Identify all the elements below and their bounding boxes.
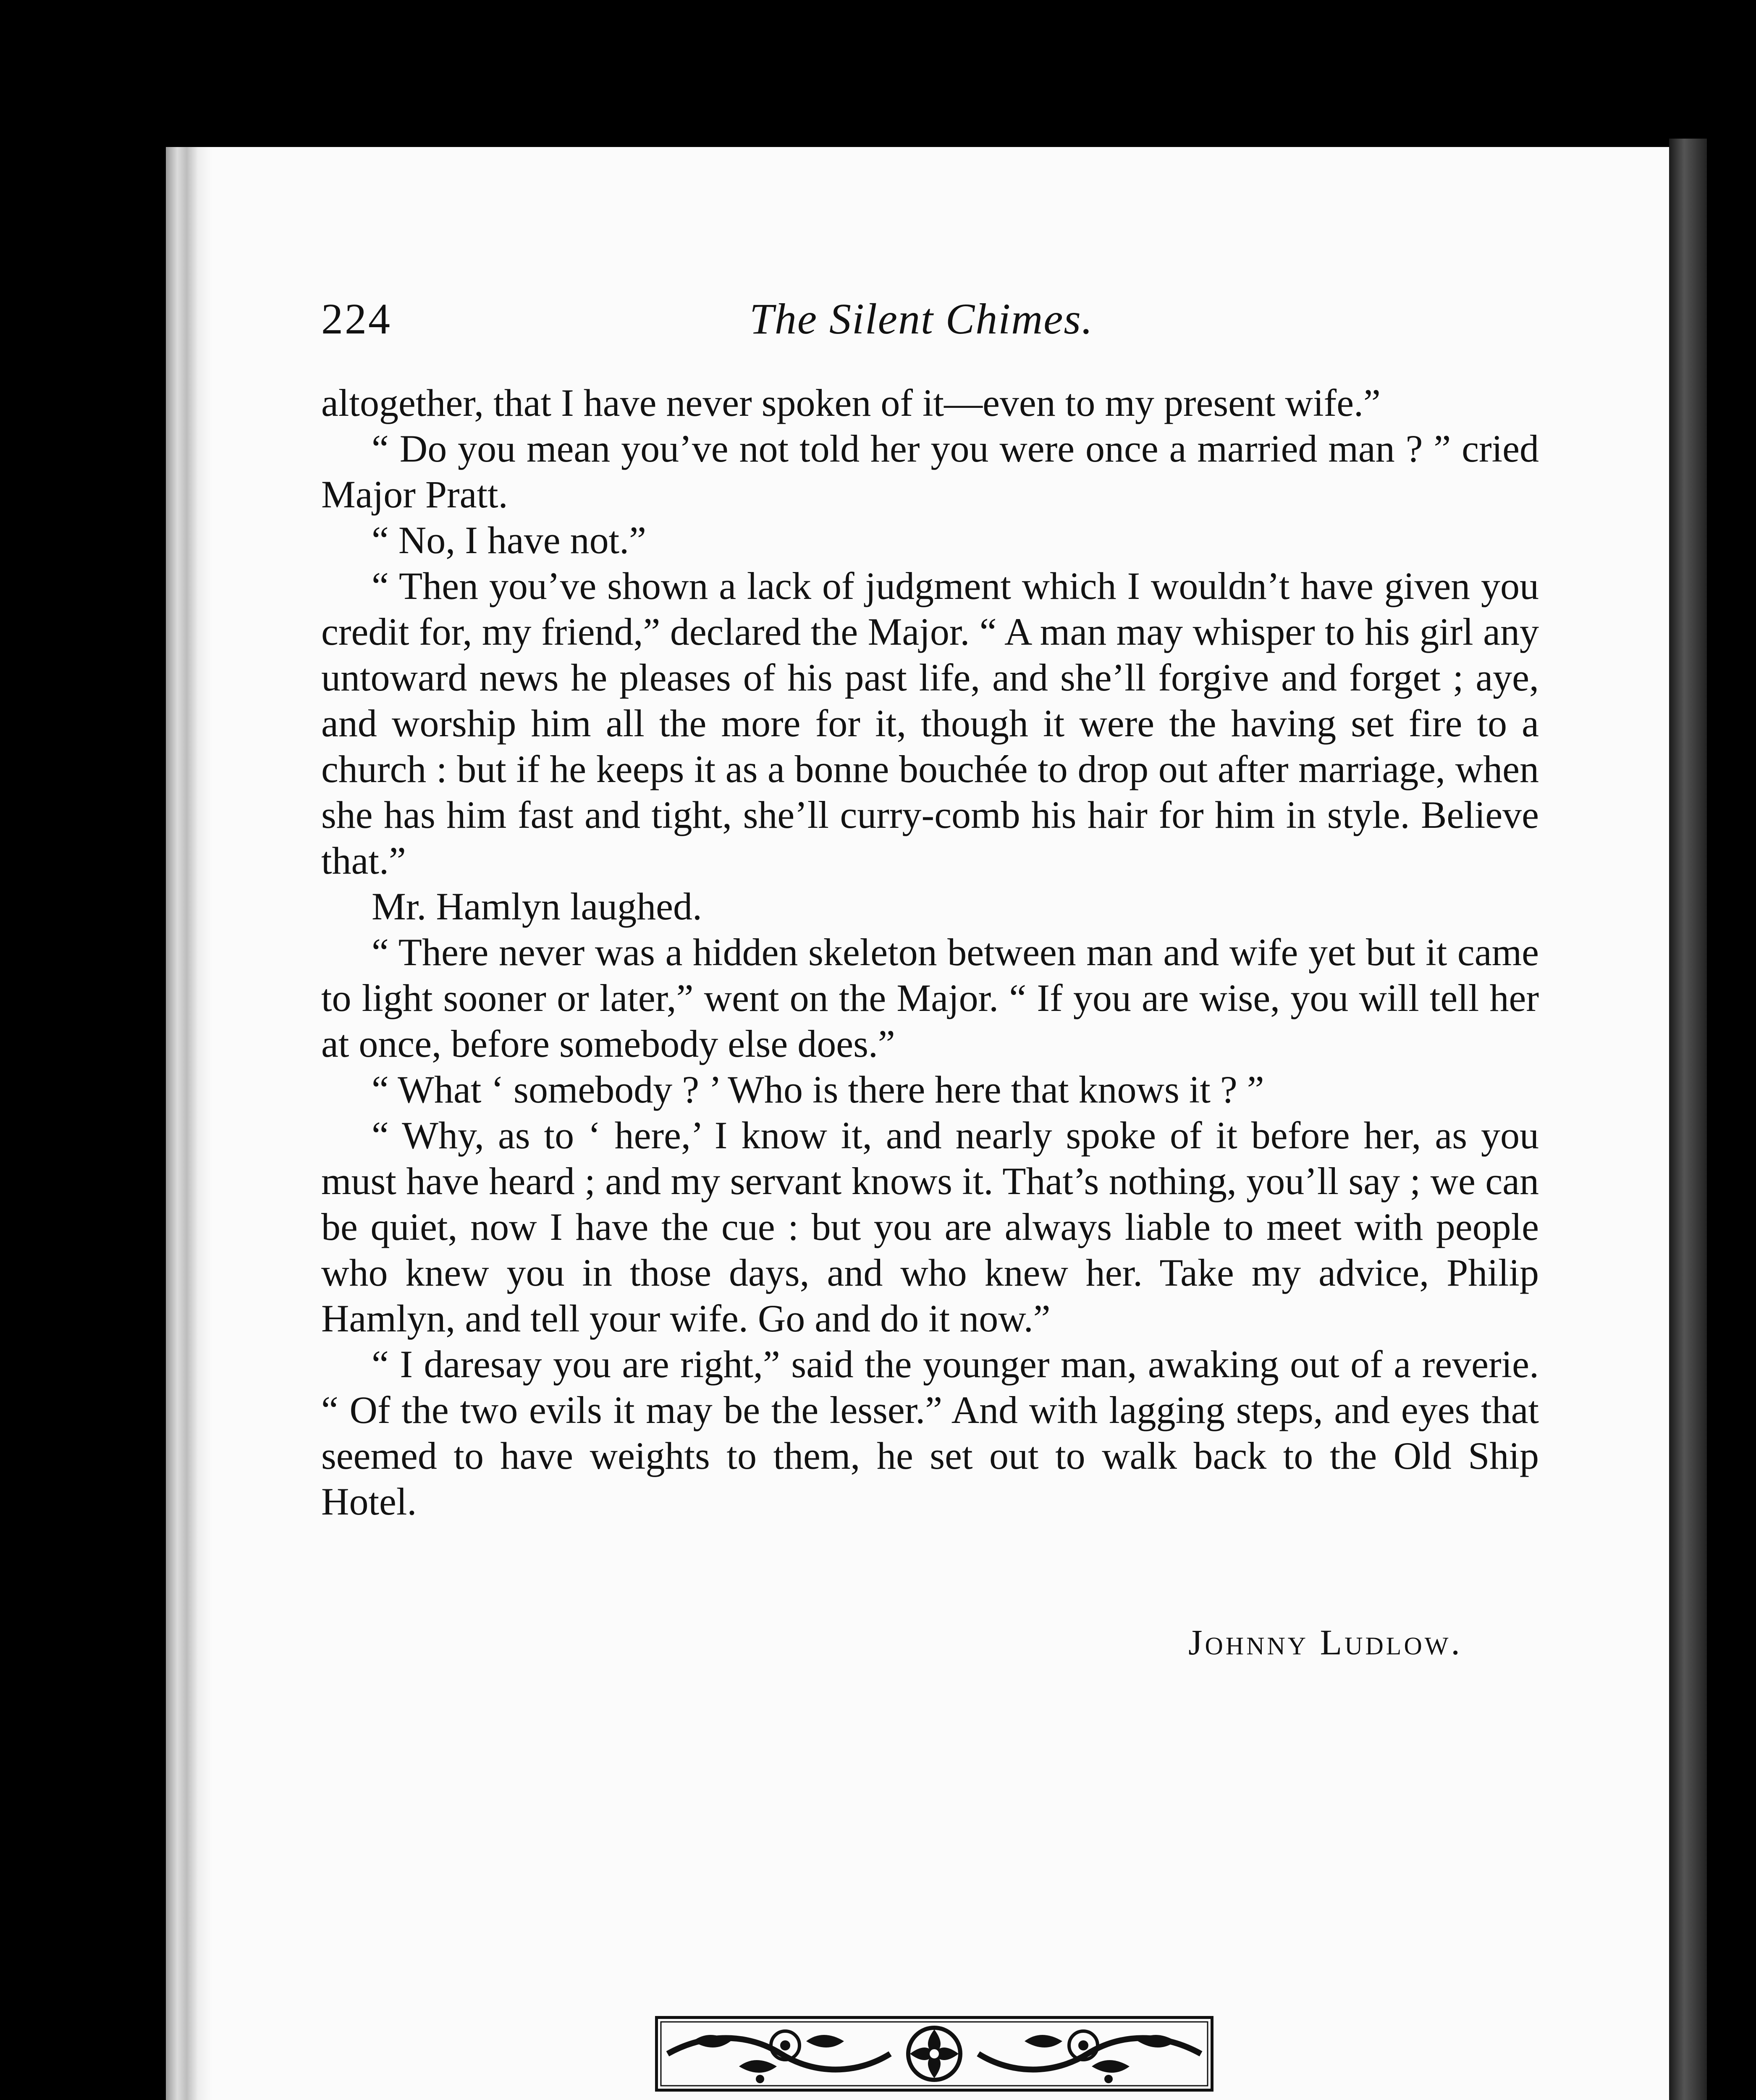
page-number: 224 [321, 295, 392, 343]
paragraph: “ Then you’ve shown a lack of judgment which I wouldn’t have given you credit for, my friend,” declared the Major. “ A man may whisper to his girl any untoward news he pleases of his past life, and she’ll forgive and forget ; aye, and worship him all the more for it, though it were the having set fire to a church : but if he keeps it as a bonne bouchée to drop out after marriage, when she has him fast and tight, she’ll curry-comb his hair for him in style. Believe that.” [321, 564, 1539, 882]
running-head: The Silent Chimes. [750, 295, 1093, 343]
book-gutter [166, 147, 212, 2100]
paragraph: “ There never was a hidden skeleton between man and wife yet but it came to light sooner or later,” went on the Major. “ If you are wise, you will tell her at once, before somebody else does.” [321, 931, 1539, 1065]
paragraph: “ No, I have not.” [372, 519, 646, 562]
page-header [321, 294, 1539, 353]
paragraph: altogether, that I have never spoken of it—even to my present wife.” [321, 381, 1381, 424]
paragraph: “ Do you mean you’ve not told her you were once a married man ? ” cried Major Pratt. [321, 427, 1539, 516]
paragraph: “ Why, as to ‘ here,’ I know it, and nearly spoke of it before her, as you must have heard ; and my servant knows it. That’s nothing, you’ll say ; we can be quiet, now I have the cue : but you are always liable to meet with people who knew you in those days, and who knew her. Take my advice, Philip Hamlyn, and tell your wife. Go and do it now.” [321, 1114, 1539, 1340]
body-text [321, 380, 1539, 1525]
paragraph: “ I daresay you are right,” said the younger man, awaking out of a reverie. “ Of the two evils it may be the lesser.” And with lagging steps, and eyes that seemed to have weights to them, he set out to walk back to the Old Ship Hotel. [321, 1343, 1539, 1523]
floral-ornament-icon [655, 2016, 1213, 2092]
paragraph: Mr. Hamlyn laughed. [372, 885, 702, 928]
paragraph: “ What ‘ somebody ? ’ Who is there here that knows it ? ” [372, 1068, 1264, 1111]
page-edge [1669, 139, 1707, 2100]
author-signature: Johnny Ludlow. [1188, 1622, 1462, 1662]
